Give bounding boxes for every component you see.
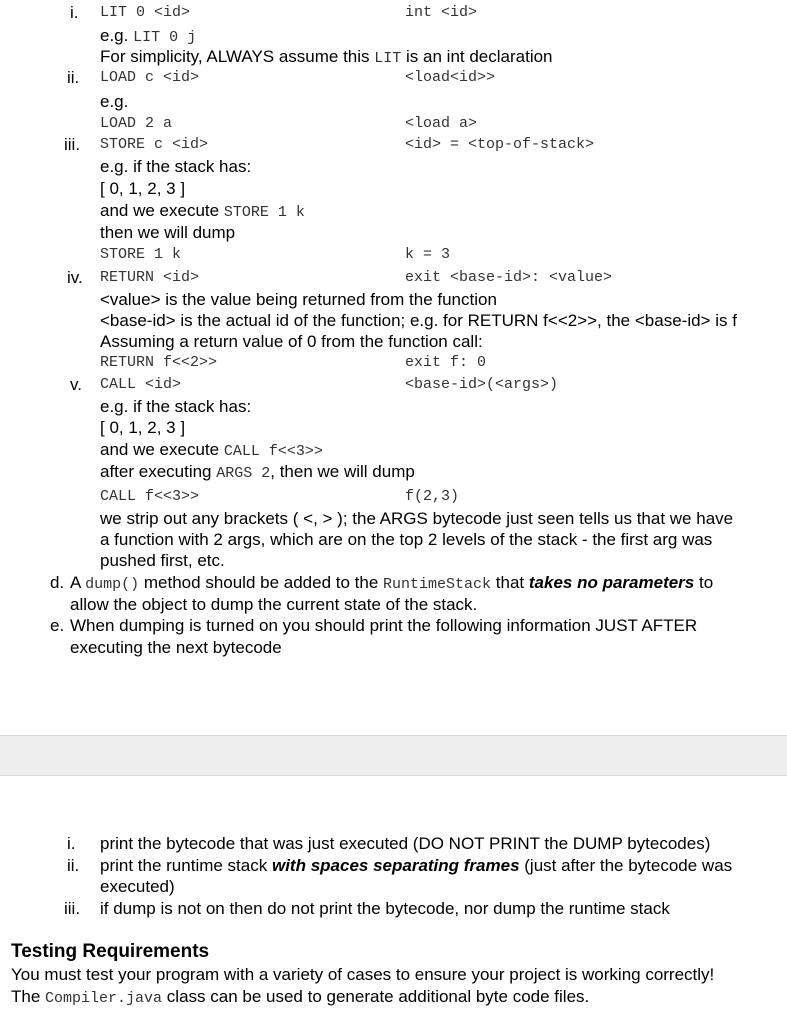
call-example-code: CALL f<<3>> (100, 488, 200, 505)
call-syntax: CALL <id> (100, 376, 182, 393)
call-line-3: and we execute CALL f<<3>> (100, 440, 323, 460)
store-line-3: and we execute STORE 1 k (100, 201, 305, 221)
lit-example: e.g. LIT 0 j (100, 26, 197, 46)
store-line-1: e.g. if the stack has: (100, 157, 252, 176)
store-output: <id> = <top-of-stack> (405, 136, 595, 153)
call-example-output: f(2,3) (405, 488, 460, 505)
store-syntax: STORE c <id> (100, 136, 209, 153)
call-line-4: after executing ARGS 2, then we will dump (100, 462, 415, 482)
store-line-4: then we will dump (100, 223, 236, 242)
call-line-2: [ 0, 1, 2, 3 ] (100, 418, 186, 437)
testing-line-1: You must test your program with a variety of cases to ensure your project is working correctly! (11, 965, 715, 984)
call-output: <base-id>(<args>) (405, 376, 559, 393)
list-numeral: iii. (64, 135, 81, 154)
lit-syntax: LIT 0 <id> (100, 4, 191, 21)
return-syntax: RETURN <id> (100, 269, 200, 286)
lit-output: int <id> (405, 4, 478, 21)
return-line-3: Assuming a return value of 0 from the function call: (100, 332, 483, 351)
load-output: <load<id>> (405, 69, 496, 86)
page-break (0, 735, 787, 776)
item-d-line-2: allow the object to dump the current state of the stack. (70, 595, 478, 614)
return-line-1: <value> is the value being returned from the function (100, 290, 497, 309)
dump-item-iii: if dump is not on then do not print the bytecode, nor dump the runtime stack (100, 899, 670, 918)
list-numeral: ii. (67, 68, 80, 87)
load-example-prefix: e.g. (100, 92, 129, 111)
return-output: exit <base-id>: <value> (405, 269, 613, 286)
lit-note: For simplicity, ALWAYS assume this LIT is an int declaration (100, 47, 553, 67)
item-d-line-1: A dump() method should be added to the RuntimeStack that takes no parameters to (70, 573, 714, 593)
list-numeral: iv. (67, 268, 83, 287)
list-numeral: i. (67, 834, 76, 853)
document-page-2 (0, 776, 787, 1024)
list-numeral: ii. (67, 856, 80, 875)
dump-item-i: print the bytecode that was just executed (DO NOT PRINT the DUMP bytecodes) (100, 834, 711, 853)
store-line-2: [ 0, 1, 2, 3 ] (100, 179, 186, 198)
testing-heading: Testing Requirements (11, 941, 210, 962)
store-example-output: k = 3 (405, 246, 451, 263)
item-e-line-2: executing the next bytecode (70, 638, 282, 657)
list-letter: e. (50, 616, 65, 635)
testing-line-2: The Compiler.java class can be used to generate additional byte code files. (11, 987, 590, 1007)
list-letter: d. (50, 573, 65, 592)
list-numeral: i. (70, 3, 79, 22)
call-note-3: pushed first, etc. (100, 551, 225, 570)
return-line-2: <base-id> is the actual id of the function; e.g. for RETURN f<<2>>, the <base-id> is f (100, 311, 737, 330)
item-e-line-1: When dumping is turned on you should print the following information JUST AFTER (70, 616, 698, 635)
list-numeral: iii. (64, 899, 81, 918)
return-example-output: exit f: 0 (405, 354, 487, 371)
store-example-code: STORE 1 k (100, 246, 182, 263)
call-line-1: e.g. if the stack has: (100, 397, 252, 416)
list-numeral: v. (70, 375, 82, 394)
load-example-code: LOAD 2 a (100, 115, 173, 132)
load-example-output: <load a> (405, 115, 478, 132)
dump-item-ii-line-2: executed) (100, 877, 175, 896)
call-note-2: a function with 2 args, which are on the top 2 levels of the stack - the first arg was (100, 530, 713, 549)
dump-item-ii-line-1: print the runtime stack with spaces separating frames (just after the bytecode was (100, 856, 733, 875)
call-note-1: we strip out any brackets ( <, > ); the ARGS bytecode just seen tells us that we have (100, 509, 734, 528)
load-syntax: LOAD c <id> (100, 69, 200, 86)
return-example-code: RETURN f<<2>> (100, 354, 218, 371)
